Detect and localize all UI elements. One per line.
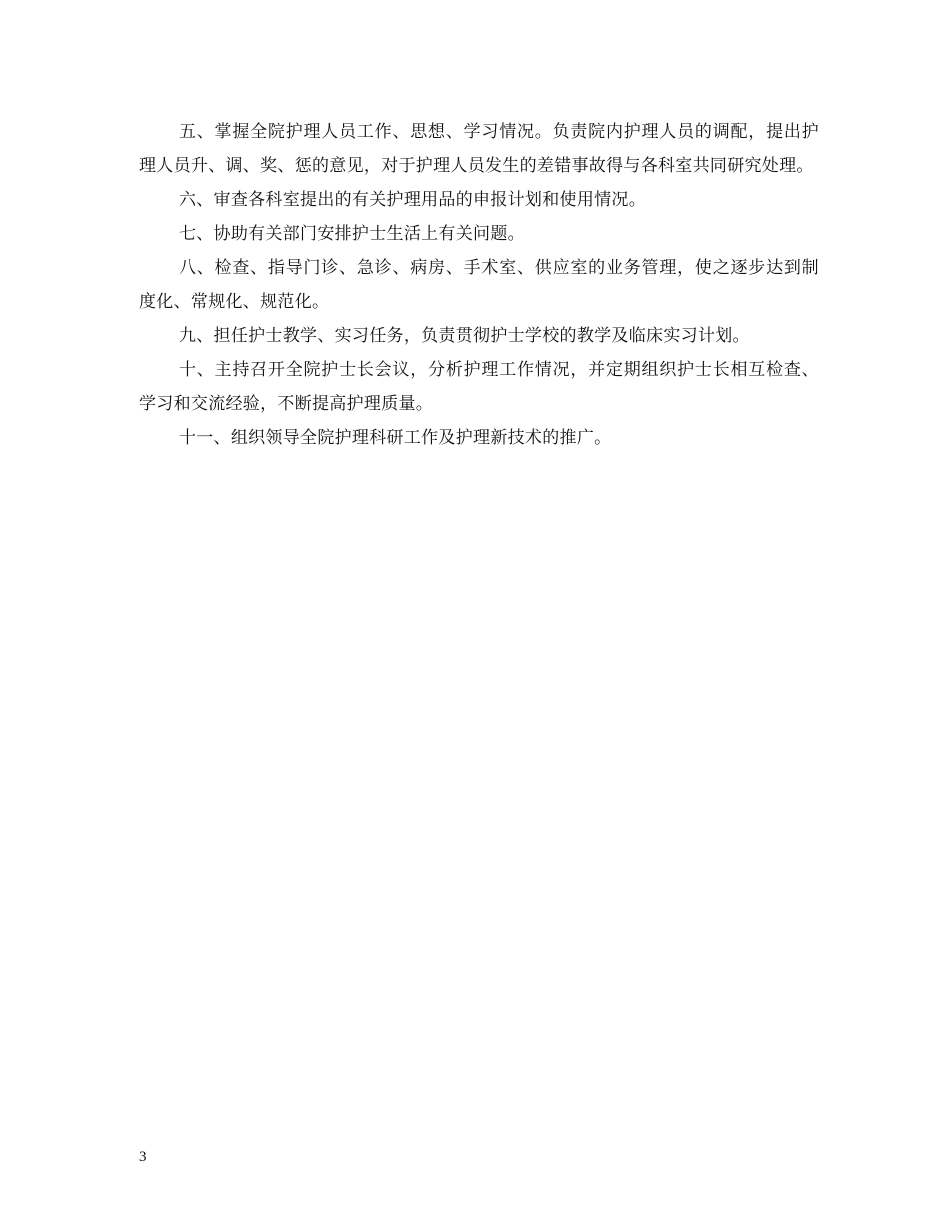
paragraph-item-5: 五、掌握全院护理人员工作、思想、学习情况。负责院内护理人员的调配，提出护理人员升、调、奖、惩的意见，对于护理人员发生的差错事故得与各科室共同研究处理。: [139, 122, 819, 176]
paragraph-item-8: 八、检查、指导门诊、急诊、病房、手术室、供应室的业务管理，使之逐步达到制度化、常规化、规范化。: [139, 258, 819, 312]
paragraph-item-11: 十一、组织领导全院护理科研工作及护理新技术的推广。: [178, 428, 612, 448]
paragraph-item-9: 九、担任护士教学、实习任务，负责贯彻护士学校的教学及临床实习计划。: [178, 326, 750, 346]
paragraph-item-7: 七、协助有关部门安排护士生活上有关问题。: [178, 224, 525, 244]
paragraph-item-6: 六、审查各科室提出的有关护理用品的申报计划和使用情况。: [178, 190, 647, 210]
paragraph-item-10: 十、主持召开全院护士长会议，分析护理工作情况，并定期组织护士长相互检查、学习和交流经验，不断提高护理质量。: [139, 360, 819, 414]
body-text: [139, 115, 819, 455]
page-number: 3: [139, 1149, 147, 1165]
